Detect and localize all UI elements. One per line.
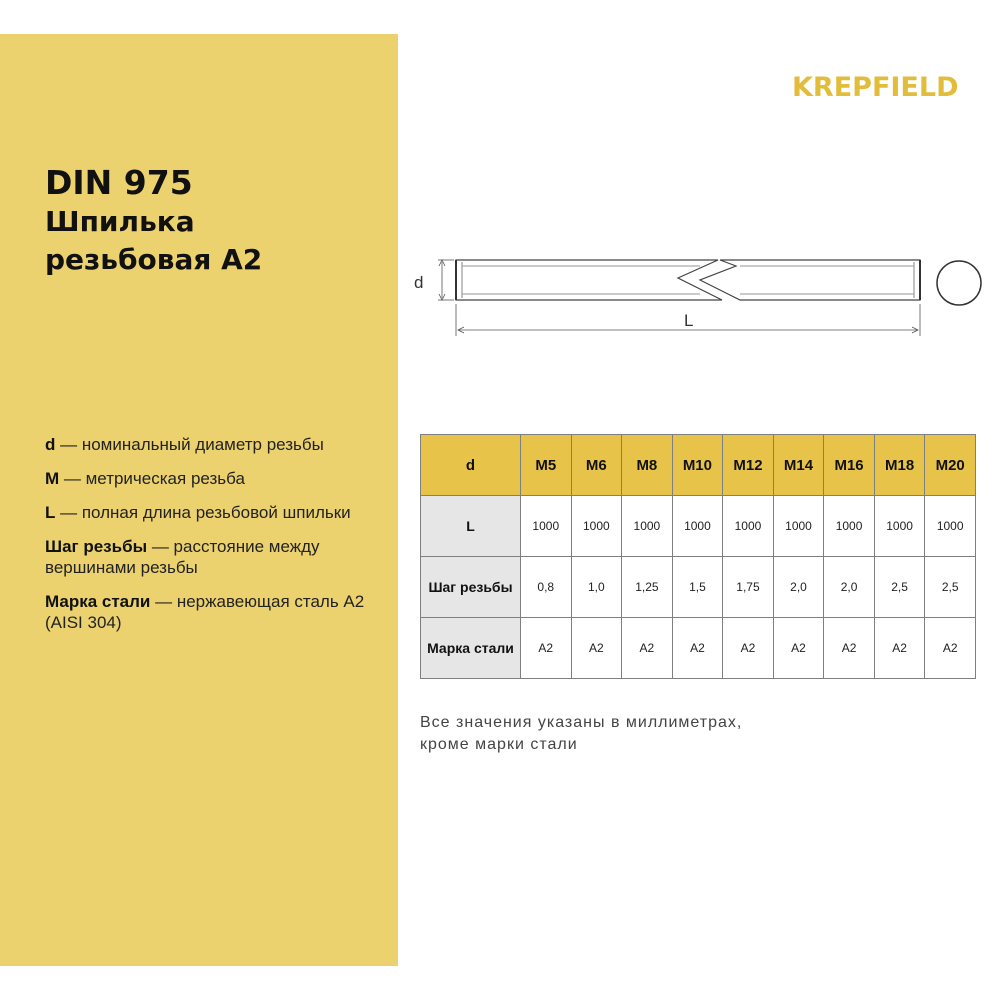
legend-item-l [45,502,385,523]
table-cell: 1000 [773,496,824,557]
table-cell: A2 [773,618,824,679]
legend-desc: — метрическая резьба [59,469,245,488]
legend-term: d [45,435,56,454]
end-view-circle [937,261,981,305]
legend-item-steel [45,591,385,633]
row-label-length: L [421,496,521,557]
table-cell: A2 [521,618,572,679]
table-row [421,618,976,679]
row-label-steel: Марка стали [421,618,521,679]
table-header-cell: M20 [925,435,976,496]
legend-list [45,434,385,646]
spec-table [420,434,976,679]
table-cell: 0,8 [521,557,572,618]
table-cell: 2,5 [874,557,925,618]
legend-term: L [45,503,56,522]
table-header-cell: M10 [672,435,723,496]
table-corner-cell: d [421,435,521,496]
diagram-label-d: d [414,273,424,292]
table-cell: A2 [672,618,723,679]
table-header-row [421,435,976,496]
page-title [45,163,385,279]
legend-item-pitch [45,536,385,578]
table-cell: 1000 [874,496,925,557]
legend-term: Марка стали [45,592,151,611]
table-row [421,496,976,557]
title-product-type: резьбовая A2 [45,243,263,276]
table-cell: 1,75 [723,557,774,618]
table-header-cell: M12 [723,435,774,496]
diagram-label-l: L [684,311,694,330]
units-note [420,712,920,756]
table-cell: 1000 [925,496,976,557]
table-cell: 1000 [723,496,774,557]
table-cell: A2 [622,618,673,679]
table-cell: A2 [723,618,774,679]
table-header-cell: M16 [824,435,875,496]
legend-item-d [45,434,385,455]
table-cell: 1,25 [622,557,673,618]
table-cell: 2,5 [925,557,976,618]
table-cell: A2 [925,618,976,679]
table-header-cell: M8 [622,435,673,496]
title-standard: DIN 975 [45,163,193,202]
table-header-cell: M14 [773,435,824,496]
table-cell: 1000 [622,496,673,557]
table-cell: 1,5 [672,557,723,618]
table-cell: 1,0 [571,557,622,618]
table-cell: 1000 [571,496,622,557]
stud-diagram [400,240,990,340]
table-cell: A2 [874,618,925,679]
table-header-cell: M6 [571,435,622,496]
table-cell: 1000 [824,496,875,557]
table-header-cell: M5 [521,435,572,496]
legend-item-m [45,468,385,489]
table-cell: 1000 [521,496,572,557]
legend-desc: — нержавеющая сталь A2 (AISI 304) [45,592,365,632]
note-line-2: кроме марки стали [420,736,578,753]
row-label-pitch: Шаг резьбы [421,557,521,618]
legend-term: M [45,469,60,488]
table-cell: A2 [571,618,622,679]
table-cell: A2 [824,618,875,679]
note-line-1: Все значения указаны в миллиметрах, [420,714,743,731]
table-cell: 2,0 [824,557,875,618]
legend-desc: — полная длина резьбовой шпильки [55,503,351,522]
brand-logo: KREPFIELD [792,72,959,103]
table-header-cell: M18 [874,435,925,496]
legend-term: Шаг резьбы [45,537,148,556]
table-cell: 1000 [672,496,723,557]
legend-desc: — номинальный диаметр резьбы [55,435,324,454]
title-product: Шпилька [45,205,195,238]
table-cell: 2,0 [773,557,824,618]
legend-desc: — расстояние между вершинами резьбы [45,537,320,577]
table-row [421,557,976,618]
